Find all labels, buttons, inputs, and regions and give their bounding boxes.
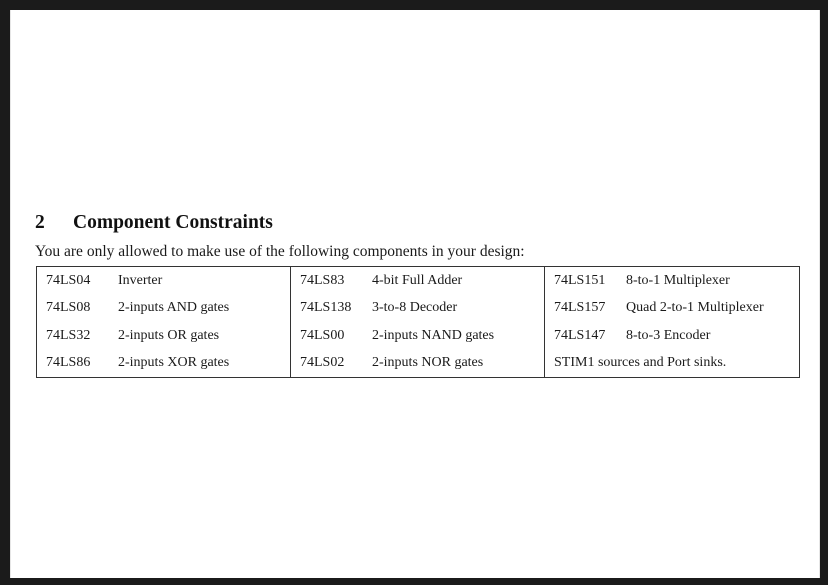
part-number: 74LS00 xyxy=(291,322,373,350)
part-number: 74LS151 xyxy=(545,267,627,295)
part-number: 74LS147 xyxy=(545,322,627,350)
part-description: 4-bit Full Adder xyxy=(372,272,463,288)
sources-sinks-note: STIM1 sources and Port sinks. xyxy=(545,350,800,378)
part-number: 74LS138 xyxy=(291,295,373,323)
part-description: 2-inputs XOR gates xyxy=(118,355,230,371)
part-description: 2-inputs OR gates xyxy=(118,327,220,343)
part-number: 74LS32 xyxy=(46,327,91,343)
part-description: Inverter xyxy=(118,272,163,288)
part-description: 8-to-3 Encoder xyxy=(626,327,711,343)
part-description: 8-to-1 Multiplexer xyxy=(626,272,730,288)
section-intro: You are only allowed to make use of the following components in your design: xyxy=(35,243,525,260)
table-row xyxy=(37,267,800,295)
part-number: 74LS08 xyxy=(46,300,91,316)
section-title: Component Constraints xyxy=(73,212,273,233)
part-description: Quad 2-to-1 Multiplexer xyxy=(626,300,764,316)
components-table xyxy=(36,266,800,378)
section-heading xyxy=(35,212,273,234)
part-description: 2-inputs NOR gates xyxy=(372,355,484,371)
part-description: 2-inputs AND gates xyxy=(118,300,230,316)
section-number: 2 xyxy=(35,212,45,233)
table-row xyxy=(37,322,800,350)
part-number: 74LS157 xyxy=(545,295,627,323)
part-description: 3-to-8 Decoder xyxy=(372,300,458,316)
part-number: 74LS02 xyxy=(291,350,373,378)
table-row xyxy=(37,350,800,378)
part-number: 74LS04 xyxy=(46,272,91,288)
table-row xyxy=(37,295,800,323)
part-number: 74LS86 xyxy=(46,355,91,371)
part-description: 2-inputs NAND gates xyxy=(372,327,495,343)
part-number: 74LS83 xyxy=(291,267,373,295)
document-page xyxy=(10,10,820,578)
